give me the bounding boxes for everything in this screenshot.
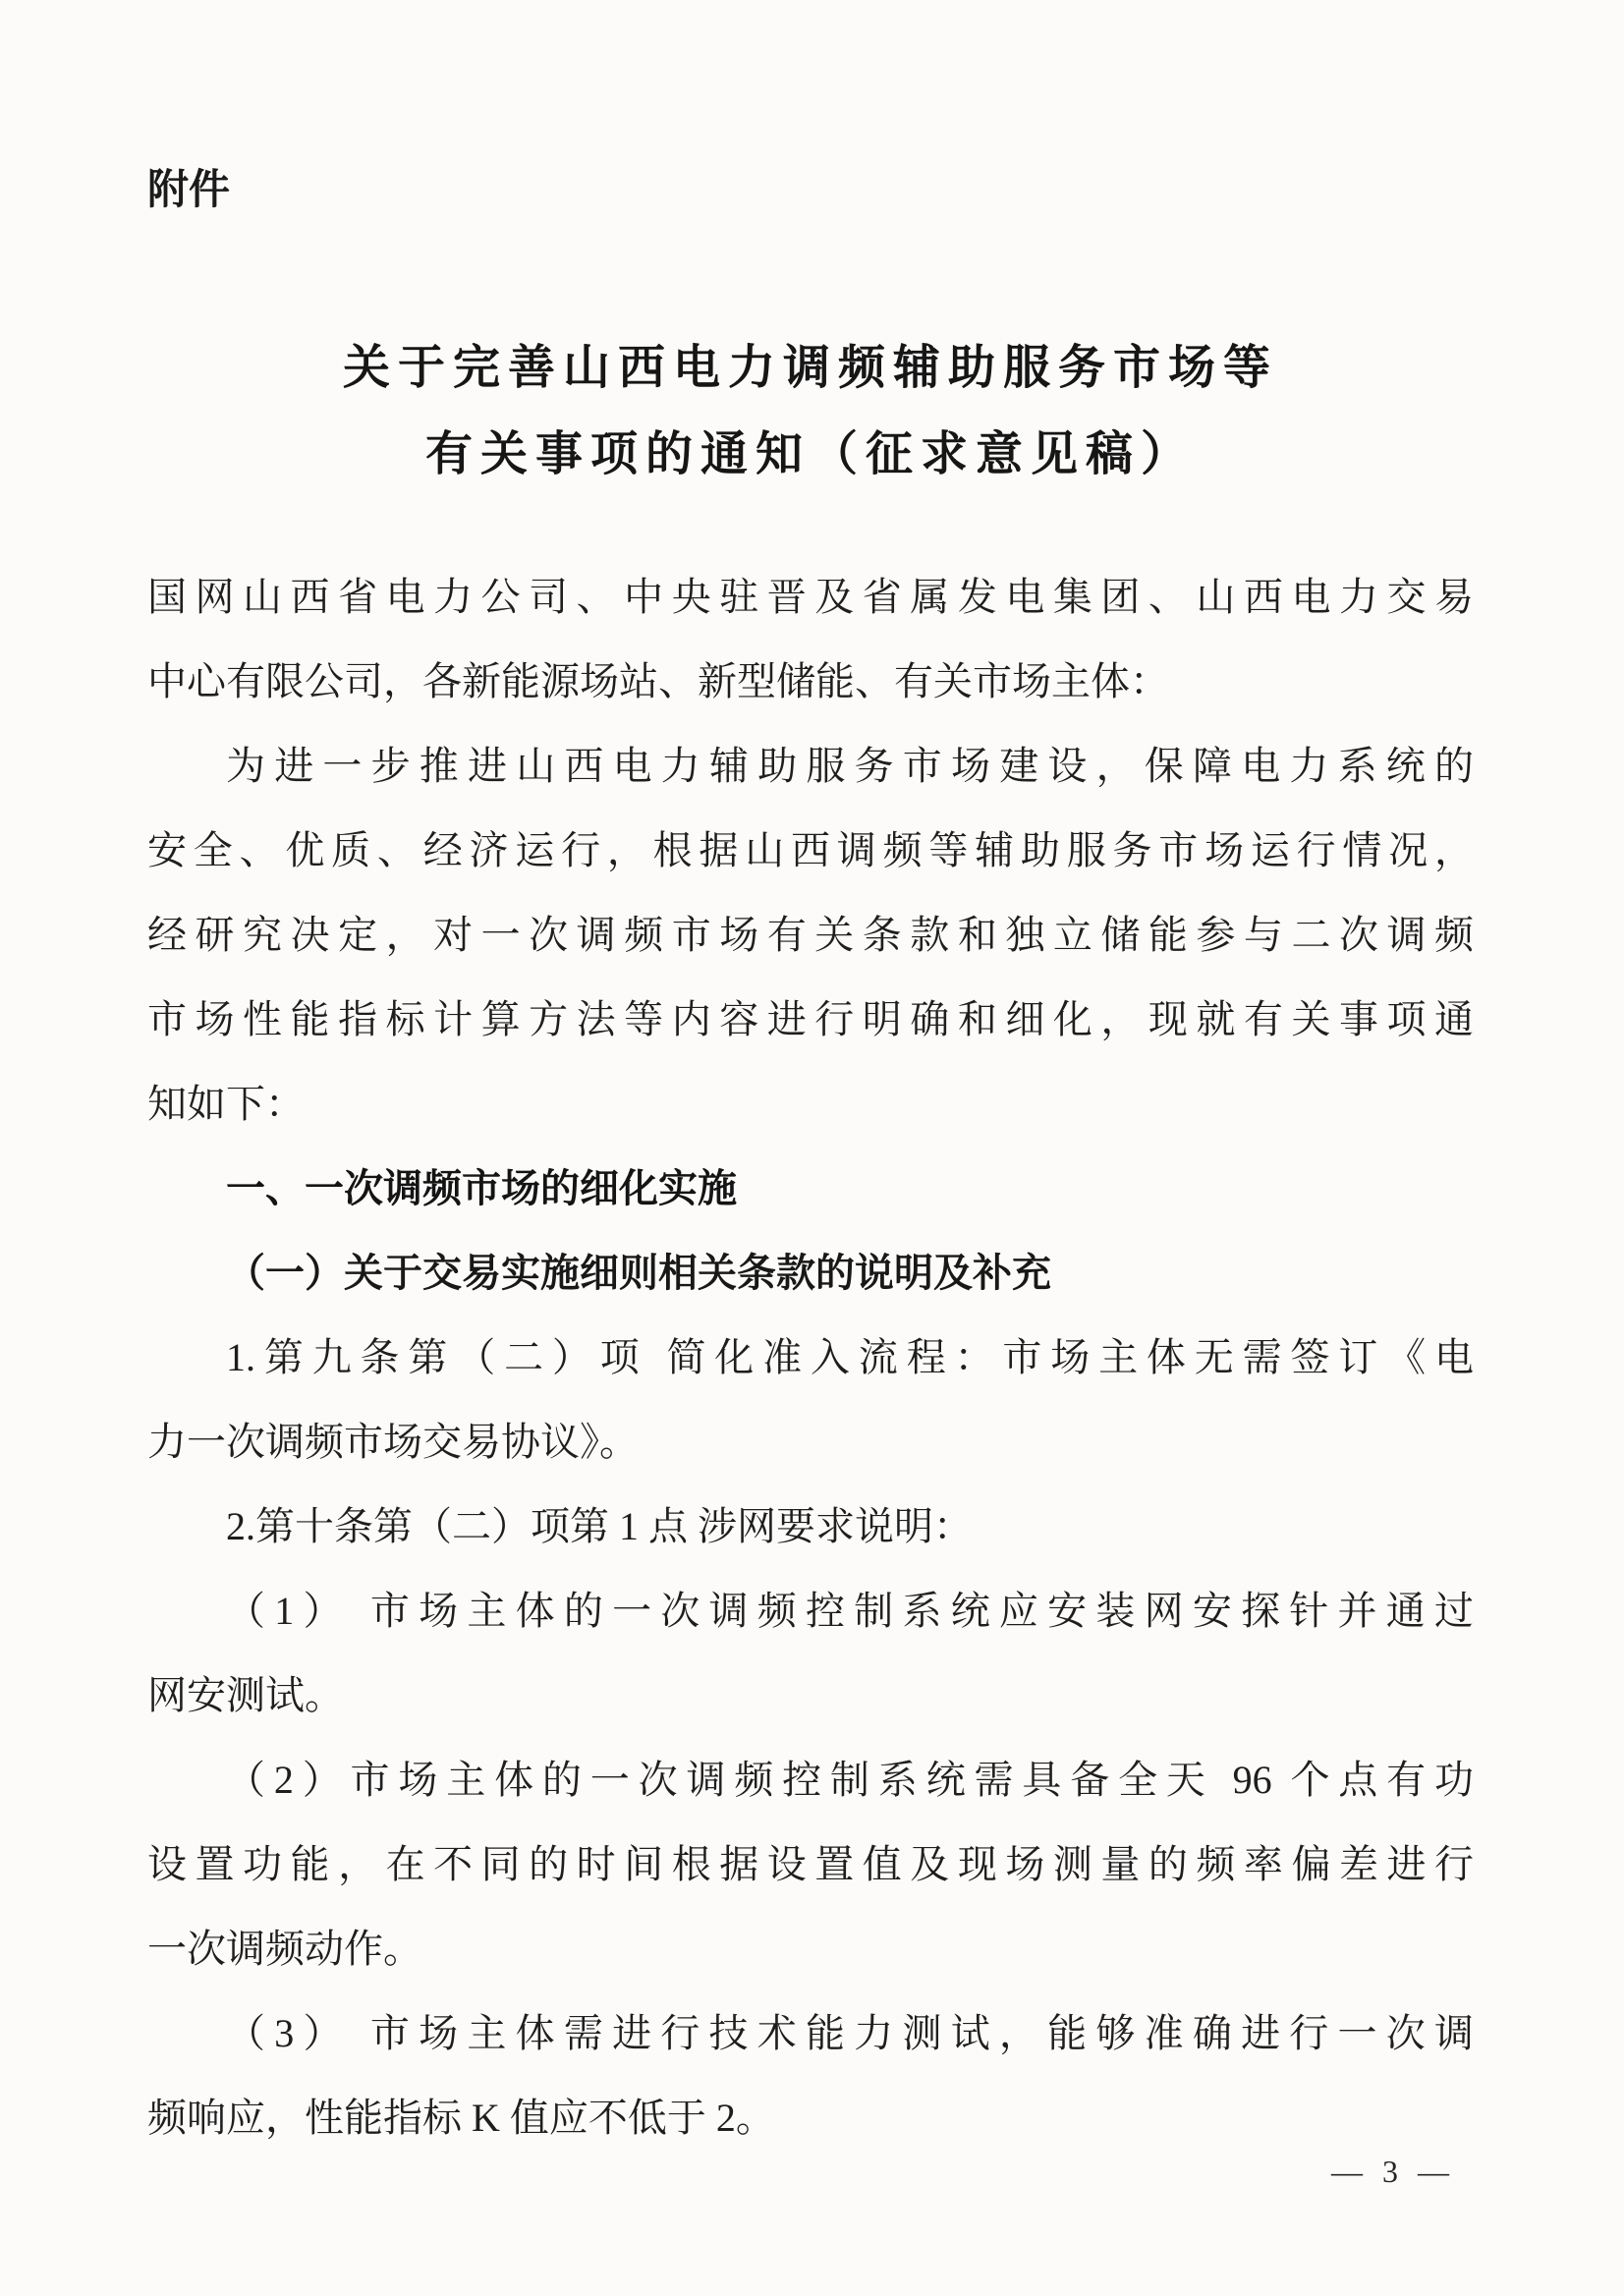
section-heading-1: 一、一次调频市场的细化实施 [226, 1167, 737, 1210]
body-line-point-2: （2）市场主体的一次调频控制系统需具备全天 96 个点有功 [226, 1758, 1474, 1802]
body-line: 力一次调频市场交易协议》。 [147, 1420, 639, 1464]
body-line: 频响应，性能指标 K 值应不低于 2。 [147, 2096, 775, 2140]
body-line: 知如下： [147, 1082, 305, 1126]
body-line-point-3: （3） 市场主体需进行技术能力测试，能够准确进行一次调 [226, 2011, 1474, 2055]
body-line: 设置功能，在不同的时间根据设置值及现场测量的频率偏差进行 [147, 1842, 1474, 1886]
document-title-line-1: 关于完善山西电力调频辅助服务市场等 [342, 342, 1278, 394]
body-line: 网安测试。 [147, 1673, 344, 1717]
body-line: 为进一步推进山西电力辅助服务市场建设，保障电力系统的 [226, 744, 1474, 788]
page-number: — 3 — [1331, 2154, 1455, 2189]
body-line: 中心有限公司，各新能源场站、新型储能、有关市场主体： [147, 659, 1169, 703]
document-body [147, 555, 1474, 2160]
document-title [147, 325, 1474, 498]
body-line: 市场性能指标计算方法等内容进行明确和细化，现就有关事项通 [147, 997, 1474, 1041]
body-line: 经研究决定，对一次调频市场有关条款和独立储能参与二次调频 [147, 913, 1474, 957]
body-line: 国网山西省电力公司、中央驻晋及省属发电集团、山西电力交易 [147, 575, 1474, 619]
body-line: 安全、优质、经济运行，根据山西调频等辅助服务市场运行情况， [147, 828, 1474, 872]
body-line-item-1: 1.第九条第（二）项 简化准入流程：市场主体无需签订《电 [226, 1335, 1474, 1379]
attachment-label: 附件 [147, 166, 231, 212]
body-line-item-2: 2.第十条第（二）项第 1 点 涉网要求说明： [226, 1504, 973, 1548]
body-line-point-1: （1） 市场主体的一次调频控制系统应安装网安探针并通过 [226, 1589, 1474, 1633]
body-line: 一次调频动作。 [147, 1927, 422, 1971]
document-title-line-2: 有关事项的通知（征求意见稿） [424, 428, 1196, 480]
section-heading-1-1: （一）关于交易实施细则相关条款的说明及补充 [226, 1251, 1051, 1295]
